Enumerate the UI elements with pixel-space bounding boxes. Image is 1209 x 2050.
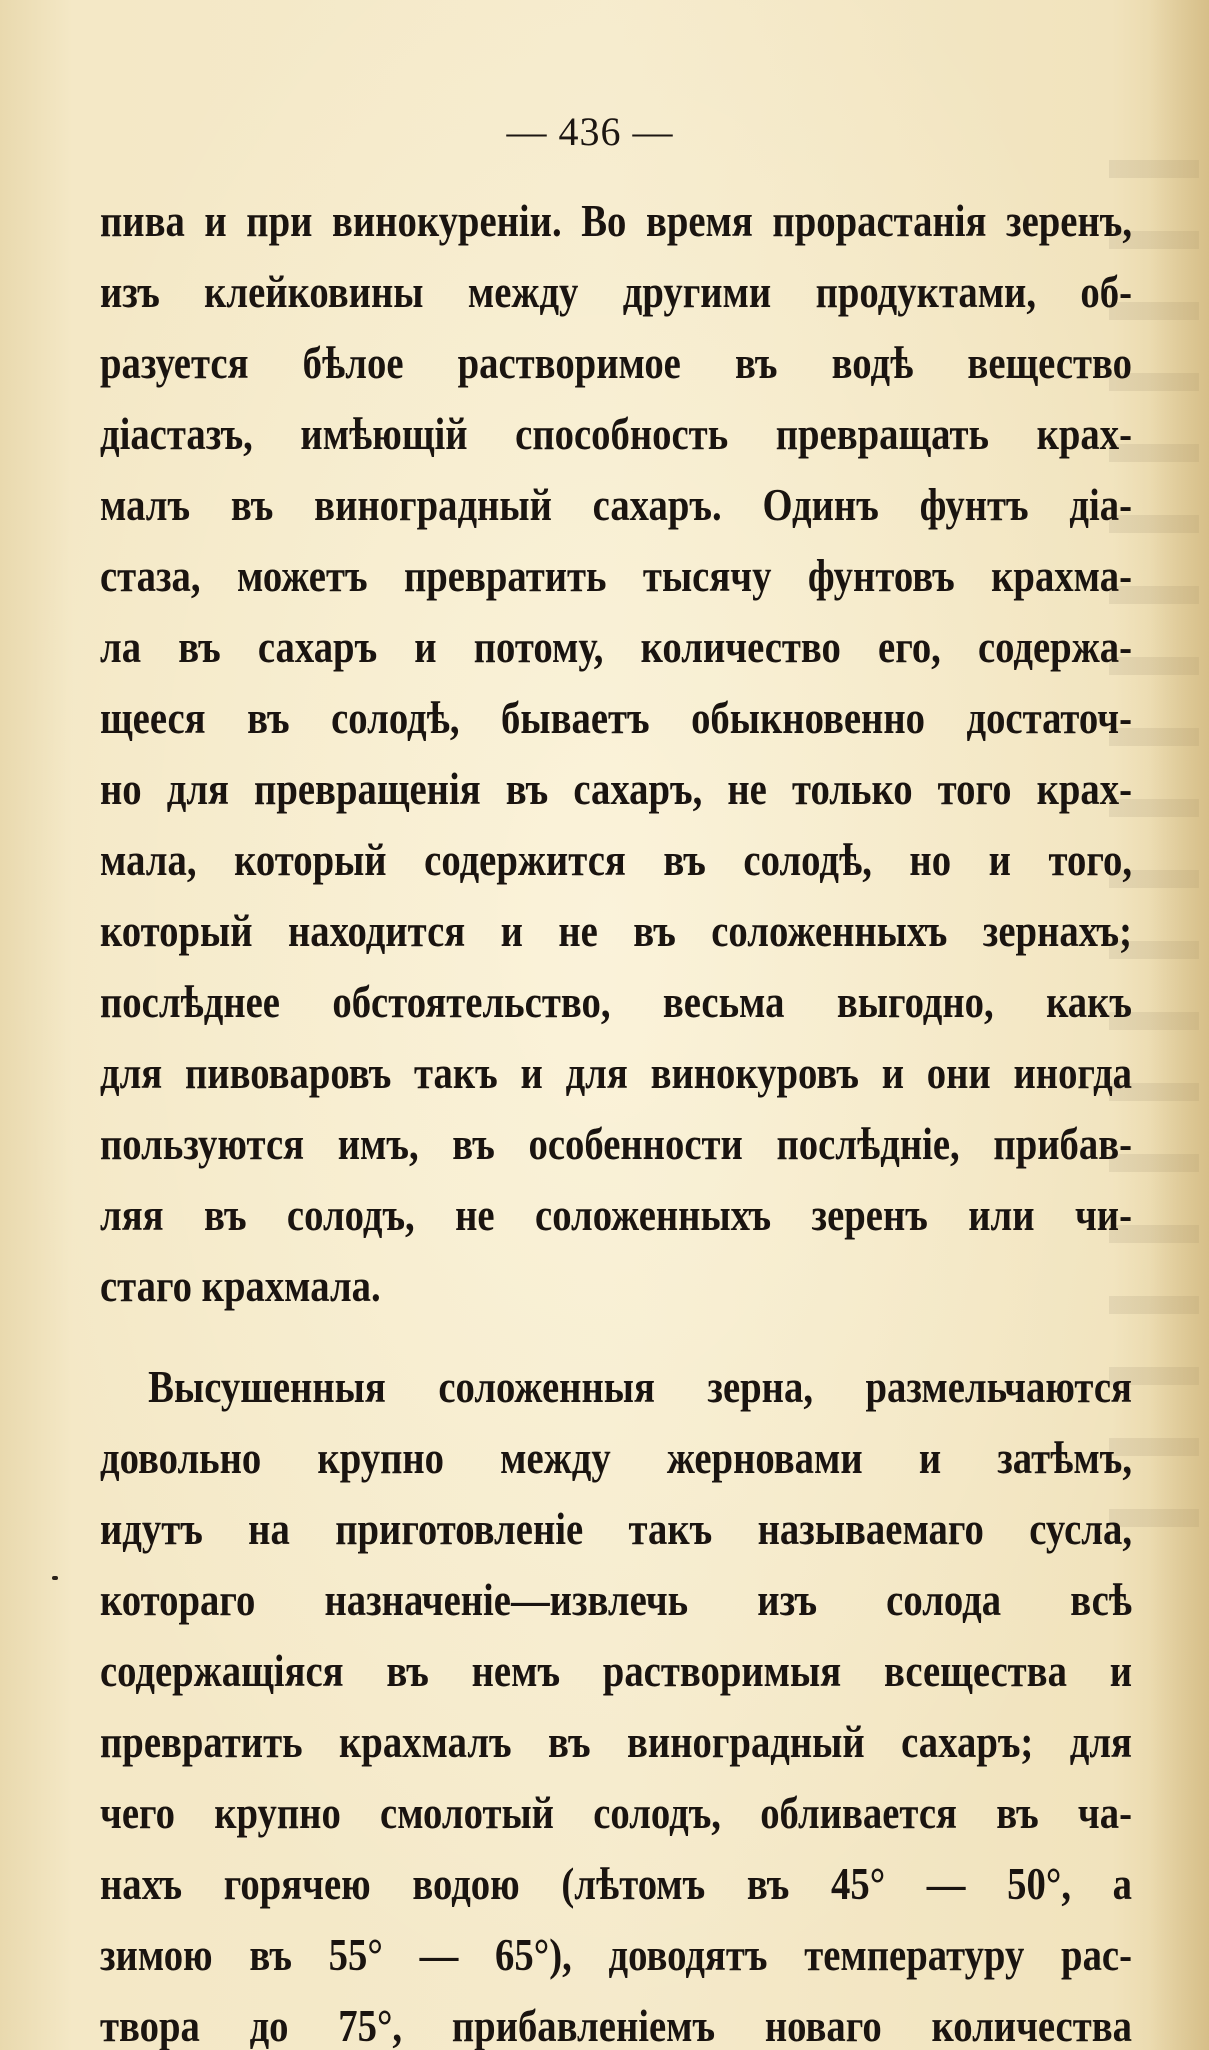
text-line: стаго крахмала. — [100, 1261, 381, 1311]
text-line: разуется бѣлое растворимое въ водѣ вещество — [100, 338, 1132, 388]
text-line: діастазъ, имѣющій способность превращать крах- — [100, 409, 1132, 459]
paragraph-2 — [100, 1352, 1132, 2050]
text-line: пользуются имъ, въ особенности послѣдніе, прибав- — [100, 1119, 1132, 1169]
text-line: зимою въ 55° — 65°), доводятъ температуру рас- — [100, 1930, 1132, 1980]
body-text — [100, 186, 1132, 2050]
text-line: чего крупно смолотый солодъ, обливается въ ча- — [100, 1788, 1132, 1838]
text-line: пива и при винокуреніи. Во время прорастанія зеренъ, — [100, 196, 1132, 246]
text-line: твора до 75°, прибавленіемъ новаго количества — [100, 2001, 1132, 2050]
text-line: котораго назначеніе—извлечь изъ солода всѣ — [100, 1575, 1132, 1625]
paragraph-1 — [100, 186, 1132, 1322]
text-line: идутъ на приготовленіе такъ называемаго сусла, — [100, 1504, 1132, 1554]
text-line: ляя въ солодъ, не соложенныхъ зеренъ или чи- — [100, 1190, 1132, 1240]
margin-ink-speck — [52, 1576, 58, 1580]
page-number: — 436 — — [506, 109, 674, 154]
text-line: ла въ сахаръ и потому, количество его, содержа- — [100, 622, 1132, 672]
text-line: щееся въ солодѣ, бываетъ обыкновенно достаточ- — [100, 693, 1132, 743]
text-line: нахъ горячею водою (лѣтомъ въ 45° — 50°, а — [100, 1859, 1132, 1909]
text-line: содержащіяся въ немъ растворимыя всещества и — [100, 1646, 1132, 1696]
text-line: мала, который содержится въ солодѣ, но и того, — [100, 835, 1132, 885]
paragraph-spacer — [100, 1322, 988, 1352]
text-line: изъ клейковины между другими продуктами, об- — [100, 267, 1132, 317]
text-line: довольно крупно между жерновами и затѣмъ, — [100, 1433, 1132, 1483]
text-line: послѣднее обстоятельство, весьма выгодно, какъ — [100, 977, 1132, 1027]
text-line: Высушенныя соложенныя зерна, размельчаются — [148, 1362, 1132, 1412]
text-line: малъ въ виноградный сахаръ. Одинъ фунтъ діа- — [100, 480, 1132, 530]
text-line: который находится и не въ соложенныхъ зернахъ; — [100, 906, 1132, 956]
text-line: превратить крахмалъ въ виноградный сахаръ; для — [100, 1717, 1132, 1767]
text-line: но для превращенія въ сахаръ, не только того крах- — [100, 764, 1132, 814]
text-line: стаза, можетъ превратить тысячу фунтовъ крахма- — [100, 551, 1132, 601]
text-line: для пивоваровъ такъ и для винокуровъ и они иногда — [100, 1048, 1132, 1098]
